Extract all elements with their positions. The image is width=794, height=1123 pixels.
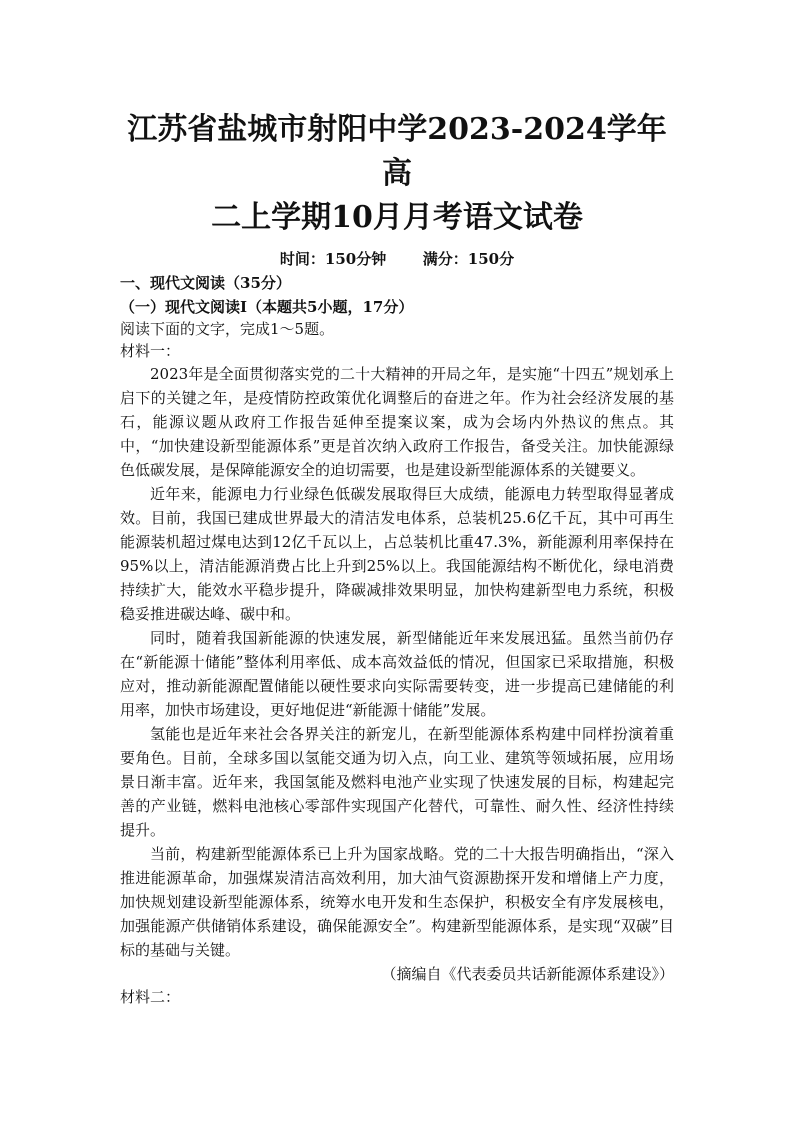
material-two-label: 材料二：: [120, 988, 181, 1006]
title-line-2: 二上学期10月月考语文试卷: [211, 200, 583, 235]
paragraph-1: 2023年是全面贯彻落实党的二十大精神的开局之年，是实施“十四五”规划承上启下的关键之年，是疫情防控政策优化调整后的奋进之年。作为社会经济发展的基石，能源议题从政府工作报告延伸至提案议案，成为会场内外热议的焦点。其中，“加快建设新型能源体系”更是首次纳入政府工作报告，备受关注。加快能源绿色低碳发展，是保障能源安全的迫切需要，也是建设新型能源体系的关键要义。: [120, 365, 674, 479]
subsection-heading: （一）现代文阅读Ⅰ（本题共5小题，17分）: [120, 298, 414, 316]
exam-title: [120, 108, 674, 240]
section-heading: 一、现代文阅读（35分）: [120, 274, 291, 292]
exam-meta: [120, 248, 674, 270]
paragraph-3: 同时，随着我国新能源的快速发展，新型储能近年来发展迅猛。虽然当前仍存在“新能源十储能”整体利用率低、成本高效益低的情况，但国家已采取措施，积极应对，推动新能源配置储能以硬性要求向实际需要转变，进一步提高已建储能的利用率，加快市场建设，更好地促进“新能源十储能”发展。: [120, 629, 674, 719]
paragraph-2: 近年来，能源电力行业绿色低碳发展取得巨大成绩，能源电力转型取得显著成效。目前，我国已建成世界最大的清洁发电体系，总装机25.6亿千瓦，其中可再生能源装机超过煤电达到12亿千瓦以上，占总装机比重47.3%，新能源利用率保持在95%以上，清洁能源消费占比上升到25%以上。我国能源结构不断优化，绿电消费持续扩大，能效水平稳步提升，降碳减排效果明显，加快构建新型电力系统，积极稳妥推进碳达峰、碳中和。: [120, 485, 674, 623]
exam-time: 时间：150分钟: [279, 250, 387, 268]
paragraph-5: 当前，构建新型能源体系已上升为国家战略。党的二十大报告明确指出，“深入推进能源革命，加强煤炭清洁高效利用，加大油气资源勘探开发和增储上产力度，加快规划建设新型能源体系，统筹水电开发和生态保护，积极安全有序发展核电，加强能源产供储销体系建设，确保能源安全”。构建新型能源体系，是实现“双碳”目标的基础与关键。: [120, 845, 674, 959]
instruction-text: 阅读下面的文字，完成1～5题。: [120, 320, 335, 338]
material-one-label: 材料一：: [120, 342, 181, 360]
exam-score: 满分：150分: [422, 250, 515, 268]
title-line-1: 江苏省盐城市射阳中学2023-2024学年高: [127, 112, 667, 191]
paragraph-4: 氢能也是近年来社会各界关注的新宠儿，在新型能源体系构建中同样扮演着重要角色。目前，全球多国以氢能交通为切入点，向工业、建筑等领域拓展，应用场景日渐丰富。近年来，我国氢能及燃料电池产业实现了快速发展的目标，构建起完善的产业链，燃料电池核心零部件实现国产化替代，可靠性、耐久性、经济性持续提升。: [120, 725, 674, 839]
source-citation: （摘编自《代表委员共话新能源体系建设》）: [381, 965, 674, 983]
